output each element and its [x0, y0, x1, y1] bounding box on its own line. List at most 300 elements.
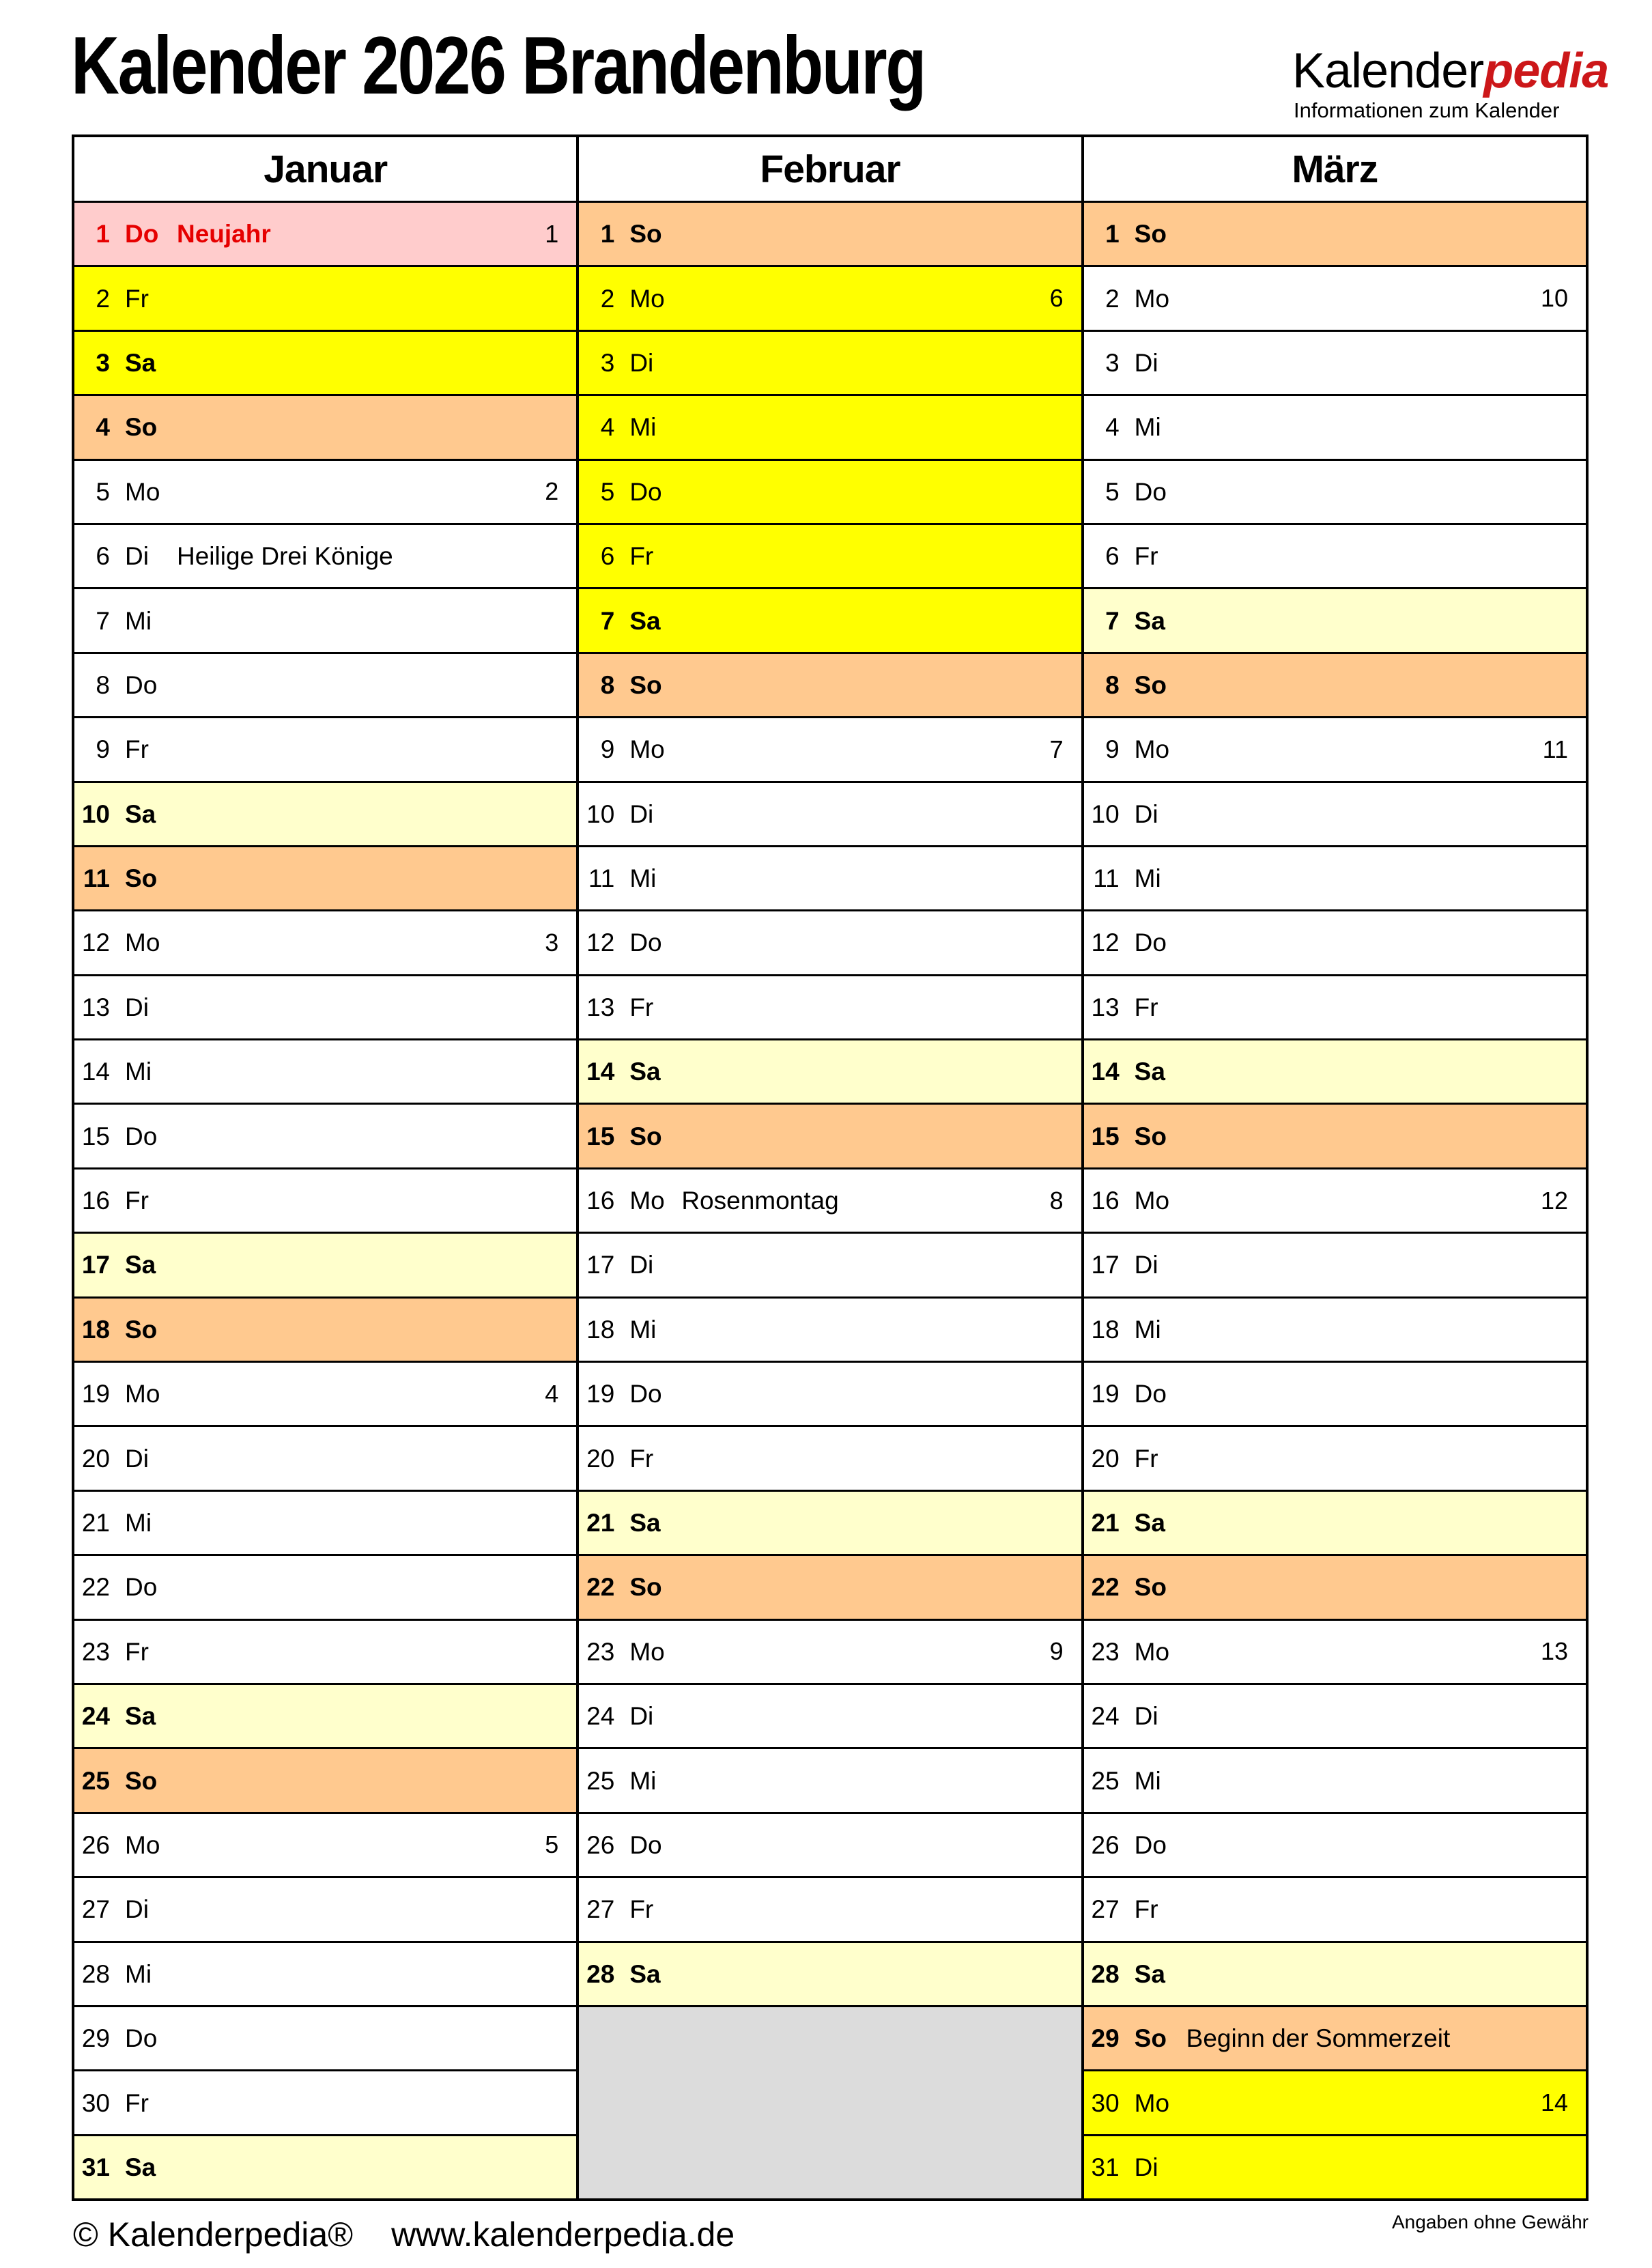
- day-number: 16: [586, 1187, 615, 1215]
- day-number: 9: [600, 735, 615, 764]
- weekday-abbr: Sa: [629, 1509, 661, 1537]
- day-number: 28: [81, 1959, 110, 1988]
- weekday-abbr: So: [1134, 1573, 1167, 1602]
- day-row: [579, 974, 1081, 1038]
- page-title: Kalender 2026 Brandenburg: [71, 20, 925, 111]
- day-row: [74, 2069, 576, 2134]
- weekday-abbr: Mi: [1134, 1766, 1161, 1795]
- holiday-label: Neujahr: [177, 220, 271, 249]
- day-row: [579, 1683, 1081, 1747]
- day-row: [579, 201, 1081, 265]
- day-row: [579, 587, 1081, 651]
- day-number: 24: [1091, 1702, 1120, 1731]
- day-number: 9: [1105, 735, 1120, 764]
- day-number: 14: [81, 1058, 110, 1086]
- weekday-abbr: Di: [629, 1251, 654, 1279]
- day-row: [579, 1619, 1081, 1683]
- day-number: 18: [586, 1315, 615, 1344]
- day-row: [1084, 330, 1586, 394]
- weekday-abbr: Do: [1134, 1380, 1167, 1408]
- day-row: [1084, 1619, 1586, 1683]
- weekday-abbr: Mo: [125, 1380, 160, 1408]
- day-number: 5: [1105, 477, 1120, 506]
- day-number: 26: [586, 1830, 615, 1859]
- day-row: [1084, 1812, 1586, 1876]
- day-row: [74, 909, 576, 974]
- day-row: [74, 1167, 576, 1232]
- weekday-abbr: So: [125, 1315, 158, 1344]
- weekday-abbr: Fr: [629, 542, 654, 571]
- day-row: [74, 265, 576, 329]
- week-number: 13: [1540, 1637, 1568, 1666]
- weekday-abbr: Fr: [1134, 542, 1158, 571]
- day-row: [1084, 1683, 1586, 1747]
- day-row: [579, 1812, 1081, 1876]
- day-row: [579, 716, 1081, 780]
- weekday-abbr: Fr: [1134, 1444, 1158, 1473]
- day-row: [579, 1232, 1081, 1296]
- day-number: 14: [1091, 1058, 1120, 1086]
- day-number: 6: [1105, 542, 1120, 571]
- weekday-abbr: So: [125, 864, 158, 893]
- weekday-abbr: Mo: [629, 1187, 665, 1215]
- week-number: 5: [545, 1830, 559, 1859]
- weekday-abbr: Mo: [1134, 1637, 1170, 1666]
- day-row: [579, 909, 1081, 974]
- day-row: [1084, 781, 1586, 845]
- weekday-abbr: Sa: [629, 1058, 661, 1086]
- day-row: [579, 652, 1081, 716]
- day-number: 21: [586, 1509, 615, 1537]
- day-row: [74, 459, 576, 523]
- day-number: 12: [81, 929, 110, 957]
- day-row: [74, 330, 576, 394]
- day-number: 16: [81, 1187, 110, 1215]
- day-number: 29: [81, 2024, 110, 2053]
- weekday-abbr: Do: [125, 1573, 158, 1602]
- weekday-abbr: Fr: [629, 1895, 654, 1924]
- day-row: [1084, 1425, 1586, 1489]
- day-number: 24: [81, 1702, 110, 1731]
- day-row: [74, 523, 576, 587]
- day-row: [1084, 2069, 1586, 2134]
- day-number: 23: [81, 1637, 110, 1666]
- footer-disclaimer: Angaben ohne Gewähr: [1392, 2211, 1589, 2232]
- weekday-abbr: Fr: [629, 993, 654, 1021]
- day-number: 11: [83, 864, 110, 893]
- day-row: [1084, 1232, 1586, 1296]
- empty-days-filler: [579, 2005, 1081, 2198]
- day-number: 25: [81, 1766, 110, 1795]
- day-row: [579, 1038, 1081, 1103]
- day-row: [74, 1812, 576, 1876]
- week-number: 2: [545, 477, 559, 506]
- day-row: [74, 2134, 576, 2198]
- day-number: 12: [1091, 929, 1120, 957]
- day-row: [1084, 1103, 1586, 1167]
- day-number: 1: [1105, 220, 1120, 249]
- weekday-abbr: Sa: [1134, 1959, 1165, 1988]
- weekday-abbr: Do: [125, 670, 158, 699]
- day-row: [74, 1747, 576, 1811]
- weekday-abbr: So: [629, 1122, 662, 1150]
- kalenderpedia-url[interactable]: www.kalenderpedia.de: [391, 2215, 735, 2254]
- day-row: [1084, 1490, 1586, 1554]
- weekday-abbr: Mi: [1134, 1315, 1161, 1344]
- day-number: 3: [96, 348, 110, 377]
- weekday-abbr: Sa: [1134, 606, 1165, 635]
- day-row: [579, 1941, 1081, 2005]
- weekday-abbr: Sa: [125, 1702, 156, 1731]
- day-row: [1084, 716, 1586, 780]
- day-number: 10: [1091, 799, 1120, 828]
- day-number: 4: [96, 413, 110, 442]
- weekday-abbr: Mo: [1134, 284, 1170, 313]
- day-number: 22: [586, 1573, 615, 1602]
- day-row: [74, 201, 576, 265]
- day-number: 10: [81, 799, 110, 828]
- weekday-abbr: Mi: [629, 864, 657, 893]
- day-row: [579, 1876, 1081, 1940]
- day-row: [74, 394, 576, 458]
- day-number: 25: [1091, 1766, 1120, 1795]
- day-number: 13: [1091, 993, 1120, 1021]
- month-header: Januar: [264, 147, 388, 191]
- day-row: [579, 265, 1081, 329]
- day-number: 8: [96, 670, 110, 699]
- day-number: 21: [81, 1509, 110, 1537]
- day-number: 4: [600, 413, 615, 442]
- day-row: [1084, 1038, 1586, 1103]
- day-number: 24: [586, 1702, 615, 1731]
- day-row: [579, 1425, 1081, 1489]
- day-row: [74, 974, 576, 1038]
- week-number: 4: [545, 1379, 559, 1408]
- weekday-abbr: Fr: [125, 2088, 149, 2117]
- day-number: 17: [81, 1251, 110, 1279]
- day-row: [579, 1361, 1081, 1425]
- day-number: 2: [600, 284, 615, 313]
- day-number: 18: [1091, 1315, 1120, 1344]
- week-number: 1: [545, 219, 559, 248]
- weekday-abbr: So: [1134, 670, 1167, 699]
- week-number: 9: [1049, 1637, 1064, 1666]
- weekday-abbr: So: [1134, 220, 1167, 249]
- day-row: [1084, 1296, 1586, 1361]
- day-row: [579, 394, 1081, 458]
- weekday-abbr: Mi: [629, 413, 657, 442]
- weekday-abbr: Di: [1134, 348, 1158, 377]
- logo-text-red: pedia: [1483, 44, 1609, 98]
- footer-copyright: [73, 2214, 735, 2255]
- day-row: [1084, 1941, 1586, 2005]
- weekday-abbr: Sa: [125, 348, 156, 377]
- weekday-abbr: Di: [125, 542, 149, 571]
- week-number: 11: [1542, 735, 1568, 763]
- weekday-abbr: Sa: [1134, 1509, 1165, 1537]
- week-number: 3: [545, 928, 559, 956]
- weekday-abbr: So: [125, 413, 158, 442]
- day-number: 12: [586, 929, 615, 957]
- day-number: 18: [81, 1315, 110, 1344]
- weekday-abbr: Mo: [629, 735, 665, 764]
- weekday-abbr: Sa: [1134, 1058, 1165, 1086]
- day-row: [74, 1425, 576, 1489]
- day-number: 23: [1091, 1637, 1120, 1666]
- day-number: 7: [96, 606, 110, 635]
- weekday-abbr: Di: [125, 1444, 149, 1473]
- day-number: 29: [1091, 2024, 1120, 2053]
- weekday-abbr: Do: [629, 477, 662, 506]
- day-number: 20: [81, 1444, 110, 1473]
- month-column-februar: [576, 137, 1081, 2198]
- weekday-abbr: Mo: [125, 1830, 160, 1859]
- day-number: 2: [96, 284, 110, 313]
- day-number: 15: [81, 1122, 110, 1150]
- week-number: 14: [1540, 2088, 1568, 2117]
- note-label: Heilige Drei Könige: [177, 542, 393, 571]
- day-row: [1084, 2134, 1586, 2198]
- day-row: [579, 1554, 1081, 1618]
- weekday-abbr: Do: [125, 220, 159, 249]
- day-row: [579, 845, 1081, 909]
- day-number: 13: [586, 993, 615, 1021]
- weekday-abbr: Di: [629, 348, 654, 377]
- day-number: 22: [81, 1573, 110, 1602]
- weekday-abbr: Sa: [125, 799, 156, 828]
- day-row: [74, 1361, 576, 1425]
- day-row: [1084, 587, 1586, 651]
- weekday-abbr: Mi: [125, 1959, 152, 1988]
- day-number: 19: [1091, 1380, 1120, 1408]
- weekday-abbr: Do: [1134, 477, 1167, 506]
- day-number: 7: [1105, 606, 1120, 635]
- month-header: März: [1292, 147, 1378, 191]
- day-row: [1084, 265, 1586, 329]
- note-label: Rosenmontag: [681, 1187, 839, 1215]
- day-number: 25: [586, 1766, 615, 1795]
- weekday-abbr: Mo: [1134, 735, 1170, 764]
- day-row: [579, 330, 1081, 394]
- day-number: 17: [586, 1251, 615, 1279]
- weekday-abbr: Mi: [125, 606, 152, 635]
- kalenderpedia-logo[interactable]: [1292, 46, 1608, 96]
- week-number: 12: [1540, 1186, 1568, 1215]
- weekday-abbr: Mi: [1134, 864, 1161, 893]
- day-number: 19: [81, 1380, 110, 1408]
- weekday-abbr: Di: [1134, 1251, 1158, 1279]
- day-number: 9: [96, 735, 110, 764]
- day-number: 14: [586, 1058, 615, 1086]
- weekday-abbr: Di: [1134, 2153, 1158, 2181]
- day-row: [74, 1296, 576, 1361]
- day-number: 20: [1091, 1444, 1120, 1473]
- day-row: [74, 1038, 576, 1103]
- day-row: [1084, 845, 1586, 909]
- weekday-abbr: Mo: [1134, 1187, 1170, 1215]
- day-number: 4: [1105, 413, 1120, 442]
- day-row: [74, 1876, 576, 1940]
- day-number: 28: [586, 1959, 615, 1988]
- day-number: 28: [1091, 1959, 1120, 1988]
- weekday-abbr: So: [1134, 1122, 1167, 1150]
- weekday-abbr: Mo: [629, 1637, 665, 1666]
- weekday-abbr: Sa: [629, 1959, 661, 1988]
- day-row: [1084, 1747, 1586, 1811]
- day-row: [74, 781, 576, 845]
- day-row: [579, 781, 1081, 845]
- day-row: [1084, 523, 1586, 587]
- weekday-abbr: Do: [1134, 1830, 1167, 1859]
- week-number: 7: [1049, 735, 1064, 763]
- day-row: [579, 1490, 1081, 1554]
- day-number: 23: [586, 1637, 615, 1666]
- day-number: 16: [1091, 1187, 1120, 1215]
- weekday-abbr: Do: [125, 1122, 158, 1150]
- day-number: 1: [600, 220, 615, 249]
- day-row: [74, 716, 576, 780]
- logo-text-black: Kalender: [1292, 44, 1484, 98]
- day-row: [1084, 1876, 1586, 1940]
- weekday-abbr: Do: [629, 1830, 662, 1859]
- weekday-abbr: Di: [1134, 1702, 1158, 1731]
- day-row: [74, 587, 576, 651]
- weekday-abbr: Mi: [1134, 413, 1161, 442]
- weekday-abbr: Sa: [125, 2153, 156, 2181]
- day-number: 7: [600, 606, 615, 635]
- weekday-abbr: Fr: [125, 1637, 149, 1666]
- day-number: 20: [586, 1444, 615, 1473]
- weekday-abbr: So: [629, 220, 662, 249]
- day-number: 31: [1091, 2153, 1120, 2181]
- day-number: 30: [1091, 2088, 1120, 2117]
- weekday-abbr: Do: [1134, 929, 1167, 957]
- weekday-abbr: Di: [125, 993, 149, 1021]
- day-row: [74, 1941, 576, 2005]
- day-row: [74, 1103, 576, 1167]
- weekday-abbr: Sa: [125, 1251, 156, 1279]
- day-number: 21: [1091, 1509, 1120, 1537]
- day-number: 26: [1091, 1830, 1120, 1859]
- day-row: [1084, 974, 1586, 1038]
- day-number: 22: [1091, 1573, 1120, 1602]
- weekday-abbr: Fr: [125, 284, 149, 313]
- day-number: 1: [96, 220, 110, 249]
- day-number: 15: [586, 1122, 615, 1150]
- weekday-abbr: Fr: [125, 1187, 149, 1215]
- day-row: [579, 1296, 1081, 1361]
- week-number: 8: [1049, 1186, 1064, 1215]
- day-number: 5: [600, 477, 615, 506]
- day-row: [1084, 1361, 1586, 1425]
- weekday-abbr: Di: [629, 799, 654, 828]
- weekday-abbr: Fr: [125, 735, 149, 764]
- day-number: 27: [1091, 1895, 1120, 1924]
- day-row: [1084, 459, 1586, 523]
- day-row: [579, 1167, 1081, 1232]
- week-number: 10: [1540, 284, 1568, 313]
- weekday-abbr: Di: [125, 1895, 149, 1924]
- weekday-abbr: Do: [629, 1380, 662, 1408]
- day-number: 30: [81, 2088, 110, 2117]
- day-number: 11: [588, 864, 615, 893]
- day-row: [1084, 652, 1586, 716]
- day-number: 2: [1105, 284, 1120, 313]
- day-row: [74, 652, 576, 716]
- day-number: 3: [600, 348, 615, 377]
- weekday-abbr: Mo: [125, 929, 160, 957]
- weekday-abbr: So: [629, 1573, 662, 1602]
- weekday-abbr: So: [1134, 2024, 1167, 2053]
- day-number: 3: [1105, 348, 1120, 377]
- day-row: [74, 1619, 576, 1683]
- weekday-abbr: So: [125, 1766, 158, 1795]
- day-row: [74, 845, 576, 909]
- week-number: 6: [1049, 284, 1064, 313]
- day-row: [579, 459, 1081, 523]
- day-row: [74, 1683, 576, 1747]
- day-row: [74, 1554, 576, 1618]
- month-column-januar: [74, 137, 576, 2198]
- day-row: [1084, 201, 1586, 265]
- day-row: [1084, 1554, 1586, 1618]
- copyright-text: © Kalenderpedia®: [73, 2215, 354, 2254]
- day-number: 6: [600, 542, 615, 571]
- month-column-mrz: [1081, 137, 1586, 2198]
- weekday-abbr: Fr: [629, 1444, 654, 1473]
- day-number: 17: [1091, 1251, 1120, 1279]
- day-row: [1084, 394, 1586, 458]
- day-number: 10: [586, 799, 615, 828]
- weekday-abbr: Mo: [1134, 2088, 1170, 2117]
- day-number: 27: [586, 1895, 615, 1924]
- day-row: [74, 1232, 576, 1296]
- day-row: [1084, 2005, 1586, 2069]
- day-number: 5: [96, 477, 110, 506]
- weekday-abbr: So: [629, 670, 662, 699]
- day-number: 27: [81, 1895, 110, 1924]
- weekday-abbr: Fr: [1134, 993, 1158, 1021]
- day-number: 8: [600, 670, 615, 699]
- day-row: [579, 1103, 1081, 1167]
- day-number: 8: [1105, 670, 1120, 699]
- weekday-abbr: Fr: [1134, 1895, 1158, 1924]
- month-header: Februar: [760, 147, 900, 191]
- day-number: 15: [1091, 1122, 1120, 1150]
- weekday-abbr: Di: [1134, 799, 1158, 828]
- weekday-abbr: Mi: [629, 1766, 657, 1795]
- note-label: Beginn der Sommerzeit: [1186, 2024, 1451, 2053]
- day-row: [1084, 1167, 1586, 1232]
- weekday-abbr: Mi: [629, 1315, 657, 1344]
- day-row: [74, 2005, 576, 2069]
- weekday-abbr: Mi: [125, 1509, 152, 1537]
- weekday-abbr: Di: [629, 1702, 654, 1731]
- day-number: 11: [1093, 864, 1120, 893]
- day-number: 13: [81, 993, 110, 1021]
- weekday-abbr: Mi: [125, 1058, 152, 1086]
- day-number: 26: [81, 1830, 110, 1859]
- day-number: 31: [81, 2153, 110, 2181]
- weekday-abbr: Do: [629, 929, 662, 957]
- weekday-abbr: Sa: [629, 606, 661, 635]
- logo-tagline: Informationen zum Kalender: [1294, 98, 1560, 122]
- calendar-table: [72, 134, 1589, 2201]
- weekday-abbr: Do: [125, 2024, 158, 2053]
- day-row: [579, 1747, 1081, 1811]
- day-row: [1084, 909, 1586, 974]
- day-row: [74, 1490, 576, 1554]
